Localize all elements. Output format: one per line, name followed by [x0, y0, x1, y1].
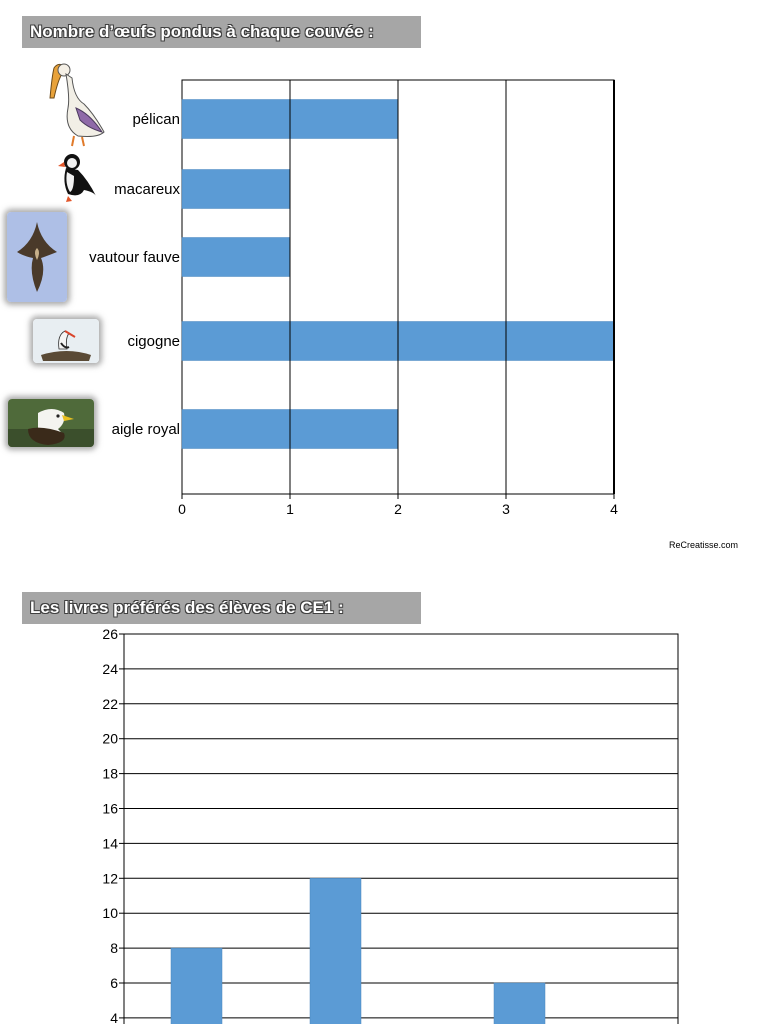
- x-tick-label: 2: [394, 501, 402, 517]
- y-tick-label: 14: [102, 835, 118, 852]
- y-tick-label: 16: [102, 800, 118, 817]
- y-tick-label: 6: [110, 975, 118, 991]
- x-tick-label: 1: [286, 501, 294, 517]
- y-tick-label: 26: [102, 626, 118, 642]
- bar-2: [310, 878, 361, 1024]
- chart1-title: Nombre d’œufs pondus à chaque couvée :: [22, 16, 421, 48]
- credit-text: ReCreatisse.com: [669, 540, 739, 550]
- category-label: pélican: [132, 111, 180, 128]
- category-label: vautour fauve: [89, 249, 180, 266]
- x-tick-label: 0: [178, 501, 186, 517]
- category-label: cigogne: [127, 333, 180, 350]
- y-tick-label: 4: [110, 1009, 118, 1024]
- y-tick-label: 22: [102, 695, 118, 712]
- y-tick-label: 18: [102, 765, 118, 782]
- bar-4: [494, 983, 545, 1024]
- category-label: aigle royal: [111, 421, 180, 438]
- x-tick-label: 3: [502, 501, 510, 517]
- bar-1: [171, 948, 222, 1024]
- y-tick-label: 8: [110, 940, 118, 957]
- y-tick-label: 10: [102, 905, 118, 922]
- y-tick-label: 24: [102, 660, 118, 677]
- category-label: macareux: [114, 181, 180, 198]
- chart2-title: Les livres préférés des élèves de CE1 :: [22, 592, 421, 624]
- y-tick-label: 20: [102, 730, 118, 747]
- y-tick-label: 12: [102, 870, 118, 887]
- x-tick-label: 4: [610, 501, 618, 517]
